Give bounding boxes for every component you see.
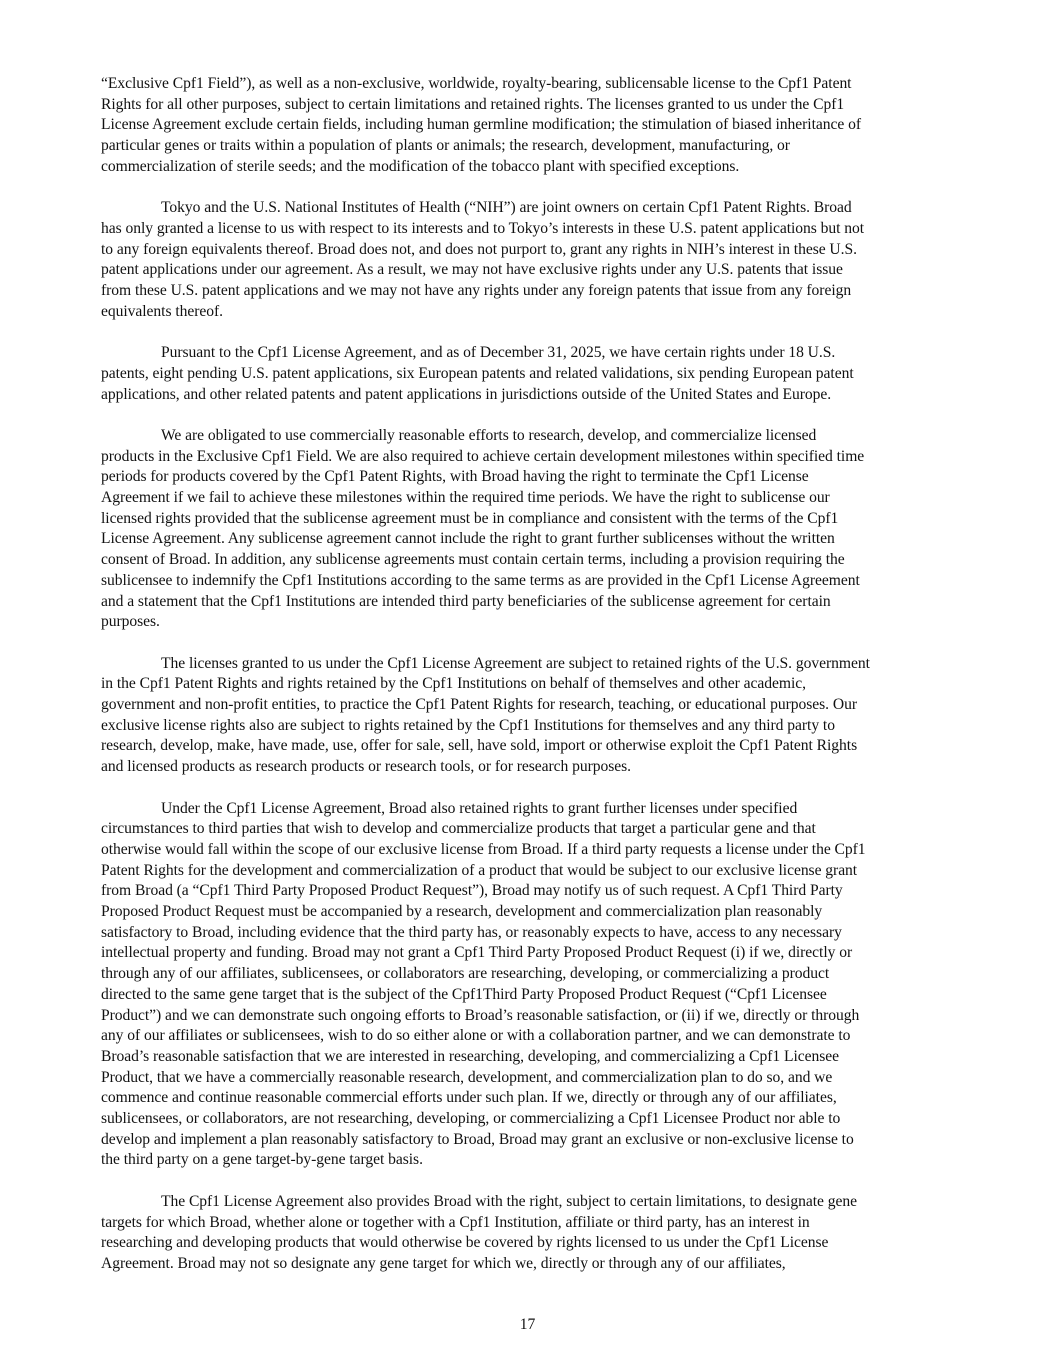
text-line: from Broad (a “Cpf1 Third Party Proposed Product Request”), Broad may notify us of such request. A Cpf1 Third Party: [101, 882, 843, 900]
paragraph-patent-rights-count: [101, 343, 957, 405]
paragraph-joint-owners: [101, 198, 957, 322]
text-line: products in the Exclusive Cpf1 Field. We are also required to achieve certain development milestones within specified time: [101, 447, 865, 465]
text-line: licensed rights provided that the sublicense agreement must be in compliance and consistent with the terms of the Cpf1: [101, 509, 839, 527]
text-line: the third party on a gene target-by-gene target basis.: [101, 1151, 423, 1169]
text-line: equivalents thereof.: [101, 302, 223, 320]
text-line: has only granted a license to us with respect to its interests and to Tokyo’s interests in these U.S. patent applications but not: [101, 219, 865, 237]
text-line: sublicensee to indemnify the Cpf1 Institutions according to the same terms as are provided in the Cpf1 License Agreement: [101, 571, 860, 589]
text-line: otherwise would fall within the scope of our exclusive license from Broad. If a third party requests a license under the Cpf1: [101, 840, 866, 858]
text-line: commercialization of sterile seeds; and the modification of the tobacco plant with specified exceptions.: [101, 157, 740, 175]
paragraph-third-party-requests: [101, 799, 957, 1172]
text-line: Product, that we have a commercially reasonable research, development, and commercialization plan to do so, and we: [101, 1068, 833, 1086]
page-number: 17: [519, 1316, 536, 1333]
text-line: intellectual property and funding. Broad may not grant a Cpf1 Third Party Proposed Product Request (i) if we, directly or: [101, 944, 853, 962]
text-line: develop and implement a plan reasonably satisfactory to Broad, Broad may grant an exclusive or non-exclusive license to: [101, 1130, 854, 1148]
text-line: research, develop, make, have made, use, offer for sale, sell, have sold, import or otherwise exploit the Cpf1 Patent Rights: [101, 737, 858, 755]
text-line: We are obligated to use commercially reasonable efforts to research, develop, and commercialize licensed: [161, 426, 817, 444]
text-line: to any foreign equivalents thereof. Broad does not, and does not purport to, grant any rights in NIH’s interest in these U.S.: [101, 240, 857, 258]
paragraph-gene-target-designation: [101, 1192, 957, 1275]
text-line: targets for which Broad, whether alone or together with a Cpf1 Institution, affiliate or third party, has an interest in: [101, 1213, 810, 1231]
text-line: and licensed products as research products or research tools, or for research purposes.: [101, 758, 631, 776]
text-line: patent applications under our agreement. As a result, we may not have exclusive rights under any U.S. patents that issue: [101, 261, 843, 279]
text-line: Pursuant to the Cpf1 License Agreement, and as of December 31, 2025, we have certain rights under 18 U.S.: [161, 344, 836, 362]
text-line: particular genes or traits within a population of plants or animals; the research, development, manufacturing, or: [101, 137, 790, 155]
text-line: Broad’s reasonable satisfaction that we are interested in researching, developing, and commercializing a Cpf1 Licensee: [101, 1047, 839, 1065]
text-line: Agreement if we fail to achieve these milestones within the required time periods. We have the right to sublicense our: [101, 489, 830, 507]
text-line: and a statement that the Cpf1 Institutions are intended third party beneficiaries of the sublicense agreement for certain: [101, 592, 831, 610]
text-line: from these U.S. patent applications and we may not have any rights under any foreign patents that issue from any foreign: [101, 282, 852, 300]
text-line: Patent Rights for the development and commercialization of a product that would be subject to our exclusive license grant: [101, 861, 858, 879]
text-line: sublicensees, or collaborators, are not researching, developing, or commercializing a Cpf1 Licensee Product nor able to: [101, 1110, 841, 1128]
text-line: in the Cpf1 Patent Rights and rights retained by the Cpf1 Institutions on behalf of themselves and other academic,: [101, 675, 806, 693]
text-line: patents, eight pending U.S. patent applications, six European patents and related validations, six pending European patent: [101, 364, 854, 382]
paragraph-exclusive-field: [101, 74, 957, 178]
text-line: Rights for all other purposes, subject to certain limitations and retained rights. The licenses granted to us under the Cpf1: [101, 95, 845, 113]
text-line: applications, and other related patents and patent applications in jurisdictions outside of the United States and Europe.: [101, 385, 832, 403]
text-line: periods for products covered by the Cpf1 Patent Rights, with Broad having the right to terminate the Cpf1 License: [101, 468, 809, 486]
text-line: The licenses granted to us under the Cpf1 License Agreement are subject to retained rights of the U.S. government: [161, 654, 870, 672]
text-line: Product”) and we can demonstrate such ongoing efforts to Broad’s reasonable satisfaction, or (ii) if we, directly or through: [101, 1006, 860, 1024]
paragraph-obligations: [101, 426, 957, 633]
text-line: Tokyo and the U.S. National Institutes of Health (“NIH”) are joint owners on certain Cpf1 Patent Rights. Broad: [161, 199, 852, 217]
paragraph-retained-rights: [101, 654, 957, 778]
text-line: purposes.: [101, 613, 160, 631]
text-line: commence and continue reasonable commercial efforts under such plan. If we, directly or through any of our affiliates,: [101, 1089, 837, 1107]
text-line: directed to the same gene target that is the subject of the Cpf1Third Party Proposed Product Request (“Cpf1 Licensee: [101, 985, 827, 1003]
text-line: any of our affiliates or sublicensees, wish to do so either alone or with a collaboration partner, and we can demonstrate to: [101, 1027, 851, 1045]
text-line: Proposed Product Request must be accompanied by a research, development and commercialization plan reasonably: [101, 903, 823, 921]
text-line: government and non-profit entities, to practice the Cpf1 Patent Rights for research, teaching, or educational purposes. Our: [101, 696, 857, 714]
document-page: [101, 74, 957, 1295]
text-line: License Agreement. Any sublicense agreement cannot include the right to grant further sublicenses without the written: [101, 530, 835, 548]
text-line: consent of Broad. In addition, any sublicense agreements must contain certain terms, including a provision requiring the: [101, 551, 845, 569]
text-line: satisfactory to Broad, including evidence that the third party has, or reasonably expects to have, access to any necessary: [101, 923, 842, 941]
text-line: Under the Cpf1 License Agreement, Broad also retained rights to grant further licenses under specified: [161, 799, 798, 817]
text-line: circumstances to third parties that wish to develop and commercialize products that target a particular gene and that: [101, 820, 816, 838]
text-line: Agreement. Broad may not so designate any gene target for which we, directly or through any of our affiliates,: [101, 1254, 786, 1272]
text-line: License Agreement exclude certain fields, including human germline modification; the stimulation of biased inheritance of: [101, 116, 861, 134]
text-line: “Exclusive Cpf1 Field”), as well as a non-exclusive, worldwide, royalty-bearing, sublicensable license to the Cpf1 Patent: [101, 75, 852, 92]
text-line: through any of our affiliates, sublicensees, or collaborators are researching, developing, or commercializing a product: [101, 965, 830, 983]
text-line: The Cpf1 License Agreement also provides Broad with the right, subject to certain limitations, to designate gene: [161, 1192, 857, 1210]
text-line: exclusive license rights also are subject to rights retained by the Cpf1 Institutions for themselves and any third party to: [101, 716, 835, 734]
text-line: researching and developing products that would otherwise be covered by rights licensed to us under the Cpf1 License: [101, 1234, 829, 1252]
